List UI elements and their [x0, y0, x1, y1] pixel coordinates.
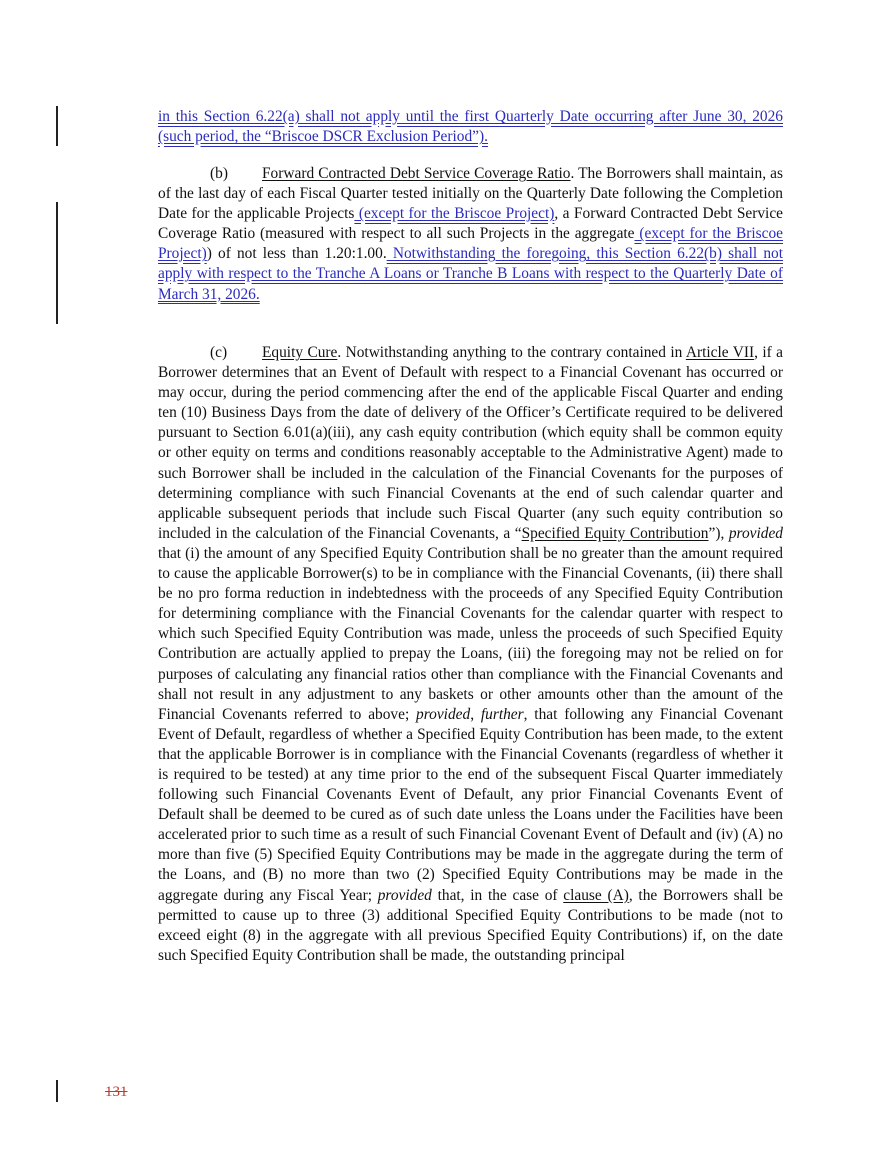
change-bar — [56, 1080, 58, 1102]
body-text: that, in the case of — [431, 886, 564, 904]
body-text: that (i) the amount of any Specified Equity Contribution shall be no greater than the amount required to cause the applicable Borrower(s) to be in compliance with the Financial Covenants, (ii) there shall be no pro forma reduction in indebtedness with the proceeds of any Specified Equity Contribution for determining compliance with the Financial Covenants for the calendar quarter with respect to which such Specified Equity Contribution was made, unless the proceeds of such Specified Equity Contribution are actually applied to prepay the Loans, (iii) the foregoing may not be relied on for purposes of calculating any financial ratios other than compliance with the Financial Covenants and shall not result in any adjustment to any baskets or other amounts other than the amount of the Financial Covenants referred to above; — [158, 544, 783, 723]
section-heading: Forward Contracted Debt Service Coverage Ratio — [262, 165, 571, 182]
italic-term: provided — [377, 886, 432, 904]
inserted-text: Notwithstanding the foregoing, this Section 6.22(b) shall not apply with respect to the Tranche A Loans or Tranche B Loans with respect to the Quarterly Date of March 31, 2026. — [158, 245, 783, 303]
body-text: ) of not less than 1.20:1.00. — [206, 245, 387, 263]
paragraph-c — [158, 343, 783, 966]
inserted-text: in this Section 6.22(a) shall not apply until the first Quarterly Date occurring after June 30, 2026 (such period, the “Briscoe DSCR Exclusion Period”). — [158, 108, 783, 146]
body-text: ”), — [708, 524, 729, 542]
inserted-text: (except for the Briscoe Project) — [158, 225, 783, 263]
paragraph-label: (c) — [210, 344, 228, 361]
inserted-text: (except for the Briscoe Project) — [354, 205, 555, 223]
cross-reference: clause (A) — [563, 886, 629, 904]
body-text: . The Borrowers shall maintain, as of the last day of each Fiscal Quarter tested initially on the Quarterly Date following the Completion Date for the applicable Projects — [158, 165, 783, 223]
paragraph-b — [158, 164, 783, 305]
italic-term: provided — [728, 524, 783, 542]
change-bar — [56, 106, 58, 146]
defined-term: Specified Equity Contribution — [521, 524, 709, 542]
body-text: , if a Borrower determines that an Event of Default with respect to a Financial Covenant has occurred or may occur, during the period commencing after the end of the applicable Fiscal Quarter and ending ten (10) Business Days from the date of delivery of the Officer’s Certificate required to be delivered pursuant to Section 6.01(a)(iii), any cash equity contribution (which equity shall be common equity or other equity on terms and conditions reasonably acceptable to the Administrative Agent) made to such Borrower shall be included in the calculation of the Financial Covenants for the purposes of determining compliance with such Financial Covenants at the end of such calendar quarter and applicable subsequent periods that include such Fiscal Quarter (any such equity contribution so included in the calculation of the Financial Covenants, a “ — [158, 344, 783, 542]
change-bar — [56, 202, 58, 324]
page-number: 131 — [105, 1084, 128, 1100]
paragraph-a-tail — [158, 107, 783, 147]
body-text: , that following any Financial Covenant Event of Default, regardless of whether a Specified Equity Contribution has been made, to the extent that the applicable Borrower is in compliance with the Financial Covenants (regardless of whether it is required to be tested) at any time prior to the end of the subsequent Fiscal Quarter immediately following such Financial Covenants Event of Default, any prior Financial Covenants Event of Default shall be deemed to be cured as of such date unless the Loans under the Facilities have been accelerated prior to such time as a result of such Financial Covenant Event of Default and (iv) (A) no more than five (5) Specified Equity Contributions may be made in the aggregate during the term of the Loans, and (B) no more than two (2) Specified Equity Contributions may be made in the aggregate during any Fiscal Year; — [158, 705, 783, 904]
body-text: , the Borrowers shall be permitted to cause up to three (3) additional Specified Equity Contributions to be made (not to exceed eight (8) in the aggregate with all previous Specified Equity Contributions) if, on the date such Specified Equity Contribution shall be made, the outstanding principal — [158, 886, 783, 964]
paragraph-label: (b) — [210, 165, 228, 182]
body-text: . Notwithstanding anything to the contrary contained in — [337, 344, 686, 361]
body-text: , — [470, 705, 481, 723]
body-text: , a Forward Contracted Debt Service Coverage Ratio (measured with respect to all such Projects in the aggregate — [158, 205, 783, 243]
cross-reference: Article VII — [685, 344, 755, 361]
section-heading: Equity Cure — [262, 344, 338, 361]
italic-term: further — [480, 705, 524, 723]
italic-term: provided — [416, 705, 471, 723]
